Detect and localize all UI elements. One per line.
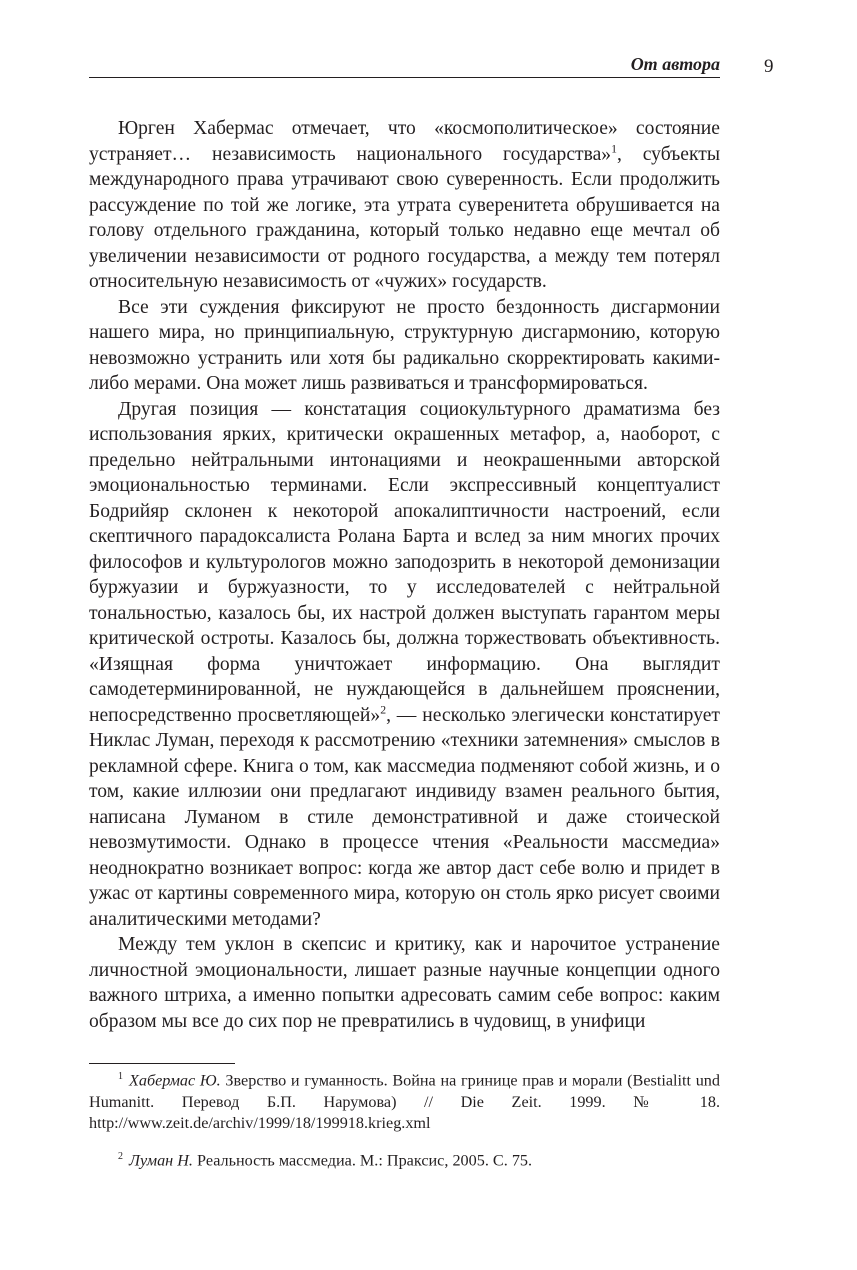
paragraph-2 (89, 295, 720, 397)
paragraph-text: Между тем уклон в скепсис и критику, как и нарочитое устранение личностной эмоциональности, лишает разные научные концепции одного важного штриха, а именно попытки адресовать самим себе вопрос: каким образом мы все до сих пор не превратились в чудовищ, в унифици (89, 934, 720, 1032)
body-text (89, 116, 720, 1034)
paragraph-3 (89, 397, 720, 933)
footnote-rule (89, 1063, 235, 1064)
footnote-mark: 2 (118, 1150, 123, 1162)
page-number: 9 (764, 56, 774, 77)
footnote-mark: 1 (118, 1071, 123, 1082)
footnote-text: Зверство и гуманность. Война на гринице прав и морали (Bestialitt und Humanitt. Перевод Б.П. Нарумова) // Die Zeit. 1999. № 18. http://www.zeit.de/archiv/1999/18/199918.krieg.xml (89, 1071, 720, 1133)
footnotes (89, 1066, 720, 1183)
paragraph-text: Юрген Хабермас отмечает, что «космополитическое» состояние устраняет… независимость национального государства» (89, 118, 720, 165)
paragraph-text: Все эти суждения фиксируют не просто бездонность дисгармонии нашего мира, но принципиальную, структурную дисгармонию, которую невозможно устранить или хотя бы радикально скорректировать какими-либо мерами. Она может лишь развиваться и трансформироваться. (89, 296, 720, 394)
footnote-1 (89, 1066, 720, 1135)
footnote-author: Луман Н. (129, 1151, 193, 1170)
footnote-2 (89, 1146, 720, 1172)
footnote-text: Реальность массмедиа. М.: Праксис, 2005. С. 75. (192, 1151, 533, 1170)
running-head (89, 52, 720, 78)
paragraph-text: , — несколько элегически констатирует Никлас Луман, переходя к рассмотрению «техники затемнения» смыслов в рекламной сфере. Книга о том, как массмедиа подменяют собой жизнь, и о том, какие иллюзии они предлагают индивиду взамен реального бытия, написана Луманом в стиле демонстративной и даже стоической невозмутимости. Однако в процессе чтения «Реальности массмедиа» неоднократно возникает вопрос: когда же автор даст себе волю и придет в ужас от картины современного мира, которую он столь ярко рисует своими аналитическими методами? (89, 704, 720, 930)
paragraph-text: Другая позиция — констатация социокультурного драматизма без использования ярких, критически окрашенных метафор, а, наоборот, с предельно нейтральными интонациями и неокрашенными авторской эмоциональностью терминами. Если экспрессивный концептуалист Бодрийяр склонен к некоторой апокалиптичности настроений, если скептичного парадоксалиста Ролана Барта и вслед за ним многих прочих философов и культурологов можно заподозрить в некоторой демонизации буржуазии и буржуазности, то у исследователей с нейтральной тональностью, казалось бы, их настрой должен выступать гарантом меры критической остроты. Казалось бы, должна торжествовать объективность. «Изящная форма уничтожает информацию. Она выглядит самодетерминированной, не нуждающейся в дальнейшем прояснении, непосредственно просветляющей» (89, 398, 720, 726)
paragraph-text: , субъекты международного права утрачивают свою суверенность. Если продолжить рассуждение по той же логике, эта утрата суверенитета обрушивается на голову отдельного гражданина, который только недавно еще мечтал об увеличении независимости от родного государства, а между тем потерял относительную независимость от «чужих» государств. (89, 143, 720, 292)
section-title: От автора (630, 54, 720, 74)
paragraph-4 (89, 932, 720, 1034)
header-rule (89, 77, 720, 78)
footnote-ref-1: 1 (611, 141, 617, 155)
footnote-ref-2: 2 (380, 702, 387, 716)
footnote-author: Хабермас Ю. (129, 1071, 221, 1090)
paragraph-1 (89, 116, 720, 295)
